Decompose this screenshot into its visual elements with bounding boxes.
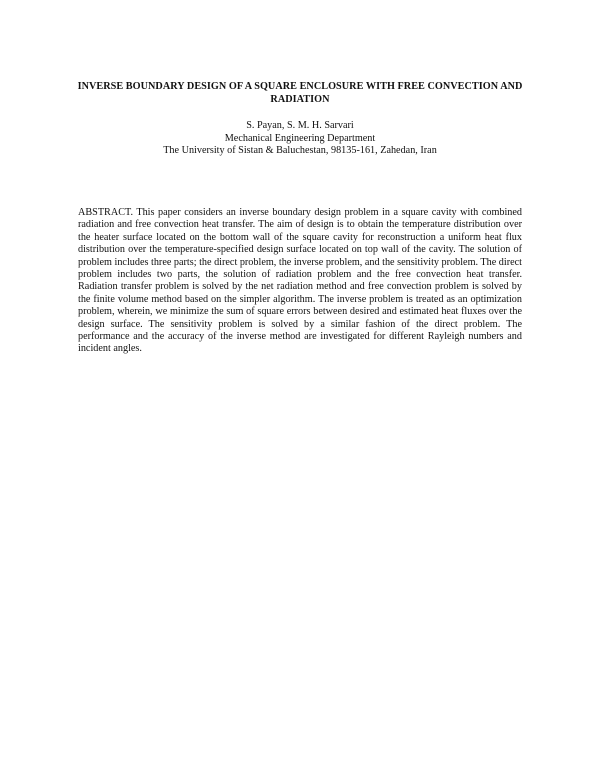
affiliation-address: The University of Sistan & Baluchestan, 98135-161, Zahedan, Iran (163, 145, 437, 156)
author-names: S. Payan, S. M. H. Sarvari (246, 120, 354, 131)
department-name: Mechanical Engineering Department (224, 132, 376, 144)
paper-title: INVERSE BOUNDARY DESIGN OF A SQUARE ENCLOSURE WITH FREE CONVECTION AND RADIATION (77, 81, 523, 105)
author-block (72, 120, 528, 158)
abstract-paragraph: ABSTRACT. This paper considers an inverse boundary design problem in a square cavity with combined radiation and free convection heat transfer. The aim of design is to obtain the temperature distribution over the heater surface located on the bottom wall of the square cavity for reconstruction a uniform heat flux distribution over the temperature-specified design surface located on top wall of the cavity. The solution of problem includes three parts; the direct problem, the inverse problem, and the sensitivity problem. The direct problem includes two parts, the solution of radiation problem and the free convection heat transfer. Radiation transfer problem is solved by the net radiation method and free convection problem is solved by the finite volume method based on the simpler algorithm. The inverse problem is treated as an optimization problem, wherein, we minimize the sum of square errors between desired and estimated heat fluxes over the design surface. The sensitivity problem is solved by a similar fashion of the direct problem. The performance and the accuracy of the inverse method are investigated for different Rayleigh numbers and incident angles. (78, 207, 522, 355)
